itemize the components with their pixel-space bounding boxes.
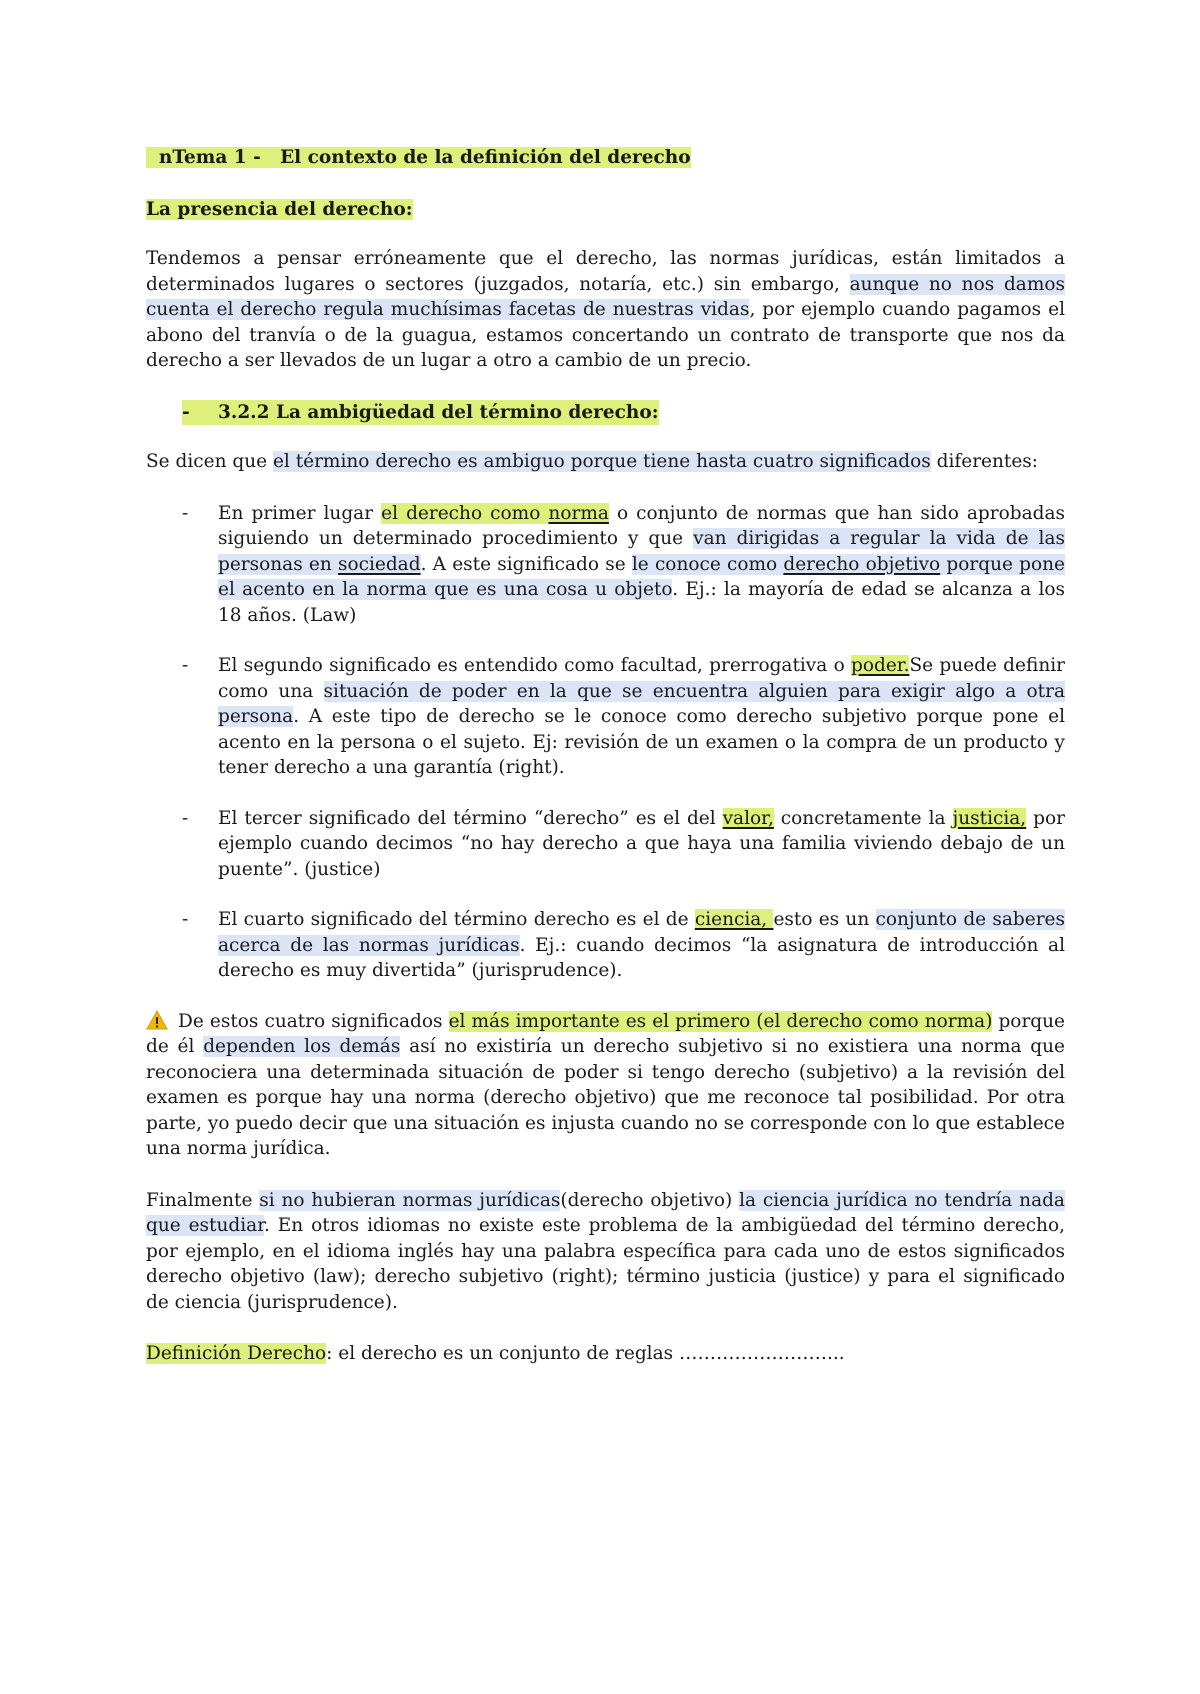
bullet-dash: - [182,655,189,676]
subsection-heading-ambiguedad [182,400,1065,426]
text-run: : el derecho es un conjunto de reglas ……………………... [326,1343,845,1364]
underlined-term: justicia, [952,807,1027,829]
text-run: Finalmente [146,1189,260,1211]
text-run: así no existiría un derecho subjetivo si no existiera una norma que reconociera una determinada situación de poder si tengo derecho (subjetivo) a la revisión del examen es porque hay una norma (derecho objetivo) que me reconoce tal posibilidad. Por otra parte, yo puedo decir que una situación es injusta cuando no se corresponde con lo que establece una norma jurídica. [146,1036,1066,1159]
text-run-highlight: situación de poder en la que se encuentra alguien para exigir algo a otra persona [218,680,1065,727]
list-item-text [218,501,1065,629]
text-run: esto es un [773,909,876,930]
list-item [182,501,1065,629]
bullet-dash: - [182,502,189,524]
title-highlight [146,147,691,168]
text-run: . A este significado se [420,553,632,575]
list-item [182,806,1065,883]
underlined-term: derecho objetivo [783,553,941,575]
text-run: porque pone el acento en la norma que es una cosa u objeto [218,553,1065,600]
title-text: El contexto de la definición del derecho [280,147,691,168]
text-run: Se dicen que [146,451,273,472]
underlined-term: sociedad [337,553,421,575]
text-run: . A este tipo de derecho se le conoce como derecho subjetivo porque pone el acento en la persona o el sujeto. Ej: revisión de un examen o la compra de un producto y tener derecho a una garantía (right). [218,706,1065,778]
text-run-highlight: el término derecho es ambiguo porque tiene hasta cuatro significados [272,451,931,472]
text-run: el derecho como [381,502,549,524]
bullet-dash: - [182,909,189,930]
list-item [182,653,1065,781]
underlined-term: norma [548,502,609,524]
text-run-highlight: si no hubieran normas jurídicas [259,1189,561,1211]
document-title [146,145,1065,171]
text-run: El segundo significado es entendido como facultad, prerrogativa o [218,655,852,676]
text-run-highlight: conjunto de saberes acerca de las normas jurídicas [218,909,1065,956]
paragraph-importancia [146,1009,1065,1162]
text-run: . Ej.: cuando decimos “la asignatura de introducción al derecho es muy divertida” (jurisprudence). [218,934,1065,981]
list-item-text [218,806,1065,883]
text-run: Se puede definir como una [218,655,1065,702]
text-run: El tercer significado del término “derecho” es el del [218,807,723,829]
section-heading-presencia [146,197,1065,223]
text-run: , por ejemplo cuando pagamos el abono del tranvía o de la guagua, estamos concertando un contrato de transporte que nos da derecho a ser llevados de un lugar a otro a cambio de un precio. [146,299,1065,371]
list-item-text [218,653,1065,781]
text-run: . En otros idiomas no existe este problema de la ambigüedad del término derecho, por ejemplo, en el idioma inglés hay una palabra específica para cada uno de estos significados derecho objetivo (law); derecho subjetivo (right); término justicia (justice) y para el significado de ciencia (jurisprudence). [146,1215,1065,1313]
paragraph-intro-significados [146,449,1065,475]
text-run: Tendemos a pensar erróneamente que el derecho, las normas jurídicas, están limitados a determinados lugares o sectores (juzgados, notaría, etc.) sin embargo, [146,248,1065,295]
text-run: le conoce como [631,553,784,575]
underlined-term: ciencia, [694,909,774,930]
meanings-list [146,501,1065,984]
title-prefix: nTema 1 - [158,147,261,168]
text-run: concretamente la [773,807,953,829]
subsection-heading-text: 3.2.2 La ambigüedad del término derecho: [218,400,659,426]
text-run: por ejemplo cuando decimos “no hay derecho a que haya una familia viviendo debajo de un puente”. (justice) [218,807,1065,880]
text-run: . Ej.: la mayoría de edad se alcanza a los 18 años. (Law) [218,579,1065,626]
section-heading-text: La presencia del derecho: [146,198,413,220]
list-item-text [218,907,1065,984]
text-run-highlight: la ciencia jurídica no tendría nada que estudiar [146,1189,1065,1236]
paragraph-finalmente [146,1188,1065,1316]
text-run: El cuarto significado del término derecho es el de [218,909,695,930]
text-run: porque de él [146,1010,1065,1057]
definition-label: Definición Derecho [146,1343,327,1364]
bullet-dash: - [182,807,189,829]
underlined-term: poder. [851,655,910,676]
text-run-highlight: dependen los demás [203,1036,401,1057]
text-run: van dirigidas a regular la vida de las personas en [218,528,1065,575]
text-run-highlight [381,503,609,524]
bullet-dash: - [182,400,218,426]
text-run-highlight: aunque no nos damos cuenta el derecho regula muchísimas facetas de nuestras vidas [146,273,1065,320]
paragraph-presencia [146,246,1065,374]
text-run: En primer lugar [218,502,382,524]
text-run-highlight: el más importante es el primero (el derecho como norma) [448,1010,993,1032]
list-item [182,907,1065,984]
text-run: De estos cuatro significados [172,1010,449,1032]
paragraph-definicion [146,1341,1065,1367]
warning-icon [146,1010,168,1030]
text-run: diferentes: [930,451,1039,472]
underlined-term: valor, [722,807,774,829]
text-run: (derecho objetivo) [560,1189,740,1211]
text-run: o conjunto de normas que han sido aprobadas siguiendo un determinado procedimiento y que [218,502,1065,549]
